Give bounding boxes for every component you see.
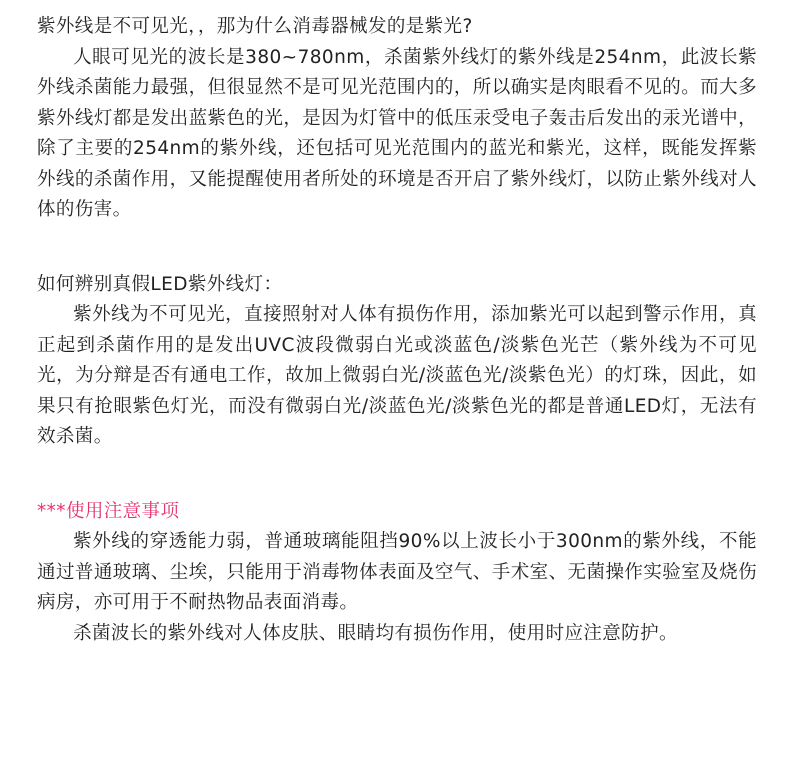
spacer: [37, 453, 757, 497]
section-heading-uv-purple: 紫外线是不可见光，，那为什么消毒器械发的是紫光?: [37, 16, 473, 37]
section-usage-notes: [37, 497, 757, 650]
section-heading-usage-notes: ***使用注意事项: [37, 500, 180, 522]
section-paragraph-usage-notes-1: 紫外线的穿透能力弱，普通玻璃能阻挡90%以上波长小于300nm的紫外线，不能通过普通玻璃、尘埃，只能用于消毒物体表面及空气、手术室、无菌操作实验室及烧伤病房，亦可用于不耐热物品表面消毒。: [37, 531, 757, 613]
section-identify-led-uv: [37, 270, 757, 453]
section-paragraph-usage-notes-2: 杀菌波长的紫外线对人体皮肤、眼睛均有损伤作用，使用时应注意防护。: [73, 622, 678, 644]
section-heading-identify-led: 如何辨别真假LED紫外线灯：: [37, 273, 283, 295]
section-uv-purple-light: [37, 12, 757, 226]
section-paragraph-uv-purple: 人眼可见光的波长是380~780nm，杀菌紫外线灯的紫外线是254nm，此波长紫外线杀菌能力最强，但很显然不是可见光范围内的，所以确实是肉眼看不见的。而大多紫外线灯都是发出蓝紫色的光，是因为灯管中的低压汞受电子轰击后发出的汞光谱中，除了主要的254nm的紫外线，还包括可见光范围内的蓝光和紫光，这样，既能发挥紫外线的杀菌作用，又能提醒使用者所处的环境是否开启了紫外线灯，以防止紫外线对人体的伤害。: [37, 46, 757, 220]
spacer: [37, 226, 757, 270]
article-body: [37, 12, 757, 649]
section-paragraph-identify-led: 紫外线为不可见光，直接照射对人体有损伤作用，添加紫光可以起到警示作用，真正起到杀菌作用的是发出UVC波段微弱白光或淡蓝色/淡紫色光芒（紫外线为不可见光，为分辩是否有通电工作，故加上微弱白光/淡蓝色光/淡紫色光）的灯珠，因此，如果只有抢眼紫色灯光，而没有微弱白光/淡蓝色光/淡紫色光的都是普通LED灯，无法有效杀菌。: [37, 304, 757, 447]
